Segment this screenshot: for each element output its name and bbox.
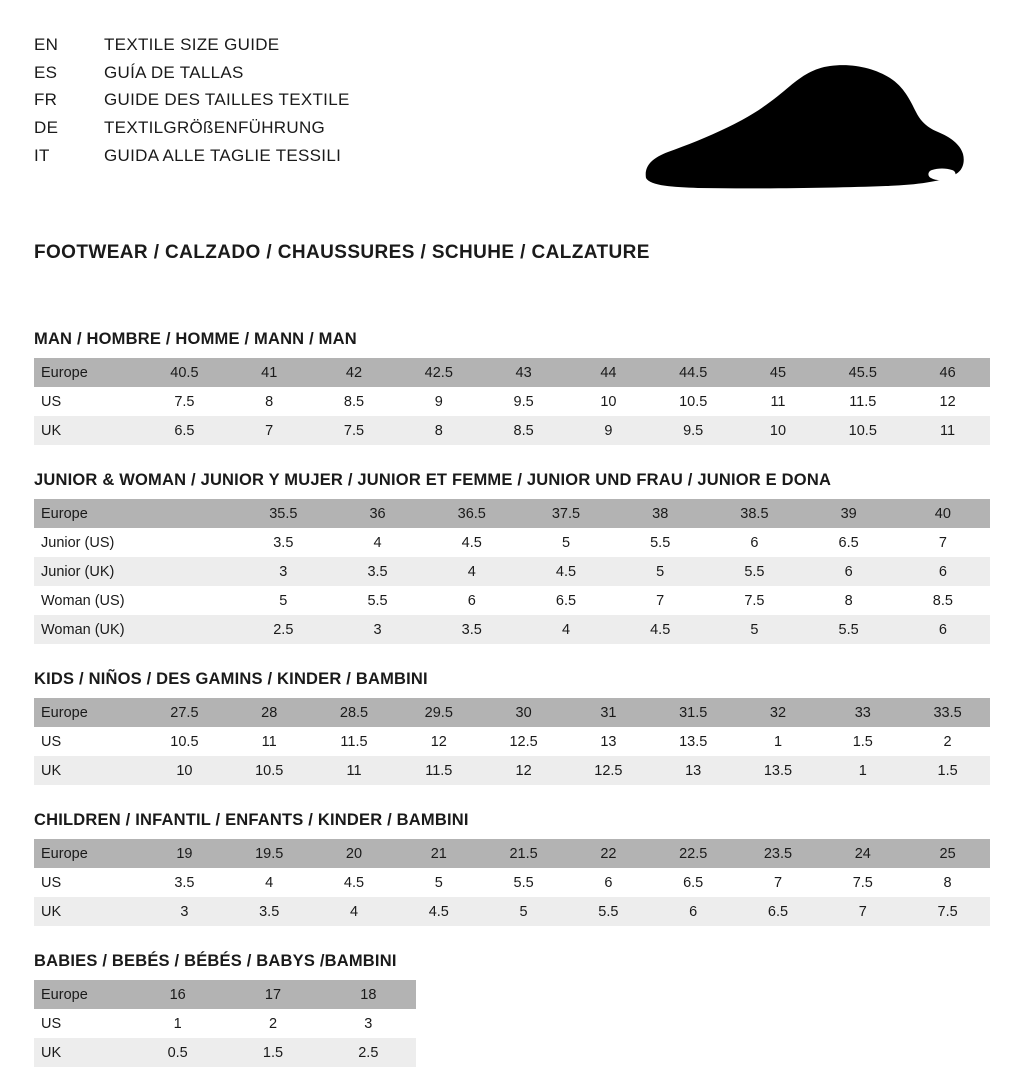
table-row (34, 698, 990, 727)
cell: 9.5 (651, 416, 736, 445)
cell: 25 (905, 839, 990, 868)
table-row (34, 557, 990, 586)
cell: 38.5 (707, 499, 801, 528)
cell: 4.5 (396, 897, 481, 926)
cell: 7.5 (820, 868, 905, 897)
section-title: CHILDREN / INFANTIL / ENFANTS / KINDER / BAMBINI (34, 811, 469, 829)
cell: 5 (519, 528, 613, 557)
table-row (34, 727, 990, 756)
cell: 10 (736, 416, 821, 445)
cell: 35.5 (236, 499, 330, 528)
cell: 38 (613, 499, 707, 528)
cell: 45 (736, 358, 821, 387)
footwear-heading: FOOTWEAR / CALZADO / CHAUSSURES / SCHUHE / CALZATURE (34, 242, 650, 263)
cell: 46 (905, 358, 990, 387)
cell: 7 (820, 897, 905, 926)
cell: 6 (651, 897, 736, 926)
table-row (34, 980, 416, 1009)
cell: 4 (227, 868, 312, 897)
row-label: Europe (34, 980, 130, 1009)
cell: 10.5 (227, 756, 312, 785)
cell: 41 (227, 358, 312, 387)
row-label: Woman (US) (34, 586, 142, 615)
cell: 8.5 (312, 387, 397, 416)
cell: 8 (227, 387, 312, 416)
row-label: US (34, 868, 142, 897)
cell: 44 (566, 358, 651, 387)
language-row (34, 116, 350, 141)
section-kids (34, 670, 990, 785)
cell: 21 (396, 839, 481, 868)
cell: 2.5 (321, 1038, 416, 1067)
section-babies (34, 952, 990, 1067)
cell: 5 (613, 557, 707, 586)
cell: 4 (330, 528, 424, 557)
cell: 5.5 (802, 615, 896, 644)
cell: 7.5 (905, 897, 990, 926)
cell: 3 (236, 557, 330, 586)
cell: 9 (396, 387, 481, 416)
cell: 6 (896, 557, 990, 586)
language-title: GUÍA DE TALLAS (104, 62, 244, 82)
cell: 8.5 (896, 586, 990, 615)
cell: 40 (896, 499, 990, 528)
cell: 6 (896, 615, 990, 644)
language-code: EN (34, 35, 59, 54)
cell: 5.5 (613, 528, 707, 557)
language-row (34, 88, 350, 113)
cell: 11.5 (820, 387, 905, 416)
cell: 32 (736, 698, 821, 727)
cell: 10.5 (142, 727, 227, 756)
cell: 44.5 (651, 358, 736, 387)
section-man (34, 330, 990, 445)
cell: 3.5 (425, 615, 519, 644)
cell: 21.5 (481, 839, 566, 868)
cell: 9 (566, 416, 651, 445)
cell: 24 (820, 839, 905, 868)
language-title: GUIDA ALLE TAGLIE TESSILI (104, 145, 342, 165)
cell: 13 (566, 727, 651, 756)
cell: 11.5 (312, 727, 397, 756)
cell: 7 (736, 868, 821, 897)
cell: 42 (312, 358, 397, 387)
cell: 13 (651, 756, 736, 785)
cell: 5.5 (707, 557, 801, 586)
cell: 36.5 (425, 499, 519, 528)
row-label: Junior (UK) (34, 557, 142, 586)
row-label: Woman (UK) (34, 615, 142, 644)
cell: 10 (142, 756, 227, 785)
cell (142, 615, 236, 644)
table-row (34, 358, 990, 387)
cell: 1.5 (225, 1038, 320, 1067)
cell: 5.5 (330, 586, 424, 615)
row-label: Europe (34, 839, 142, 868)
cell: 4.5 (312, 868, 397, 897)
cell: 22.5 (651, 839, 736, 868)
cell: 33 (820, 698, 905, 727)
cell: 2 (905, 727, 990, 756)
cell: 3 (321, 1009, 416, 1038)
cell: 12.5 (566, 756, 651, 785)
cell: 6.5 (142, 416, 227, 445)
cell: 7.5 (142, 387, 227, 416)
cell: 12.5 (481, 727, 566, 756)
cell: 1 (820, 756, 905, 785)
size-table-junior-woman (34, 499, 990, 644)
cell: 37.5 (519, 499, 613, 528)
table-row (34, 615, 990, 644)
table-row (34, 416, 990, 445)
table-row (34, 868, 990, 897)
cell: 6.5 (736, 897, 821, 926)
language-title: GUIDE DES TAILLES TEXTILE (104, 90, 350, 110)
language-row (34, 33, 350, 58)
cell: 11 (905, 416, 990, 445)
table-row (34, 1038, 416, 1067)
section-junior-woman (34, 471, 990, 644)
cell: 4.5 (613, 615, 707, 644)
dress-shoe-icon (638, 58, 968, 208)
cell (142, 557, 236, 586)
section-title: JUNIOR & WOMAN / JUNIOR Y MUJER / JUNIOR ET FEMME / JUNIOR UND FRAU / JUNIOR E DONA (34, 471, 832, 489)
cell: 5.5 (566, 897, 651, 926)
cell: 4.5 (519, 557, 613, 586)
cell: 7 (896, 528, 990, 557)
size-table-kids (34, 698, 990, 785)
cell: 13.5 (736, 756, 821, 785)
row-label: Europe (34, 499, 142, 528)
cell: 11 (312, 756, 397, 785)
cell: 13.5 (651, 727, 736, 756)
table-row (34, 499, 990, 528)
cell: 23.5 (736, 839, 821, 868)
cell: 5 (481, 897, 566, 926)
cell: 10.5 (651, 387, 736, 416)
language-code: FR (34, 90, 58, 110)
cell: 5 (396, 868, 481, 897)
cell: 1.5 (905, 756, 990, 785)
cell: 4 (425, 557, 519, 586)
cell: 10 (566, 387, 651, 416)
cell: 27.5 (142, 698, 227, 727)
cell: 19 (142, 839, 227, 868)
cell: 12 (396, 727, 481, 756)
table-row (34, 897, 990, 926)
cell: 30 (481, 698, 566, 727)
row-label: US (34, 387, 142, 416)
cell: 8 (802, 586, 896, 615)
language-title: TEXTILE SIZE GUIDE (104, 35, 280, 54)
language-row (34, 144, 350, 169)
cell: 31.5 (651, 698, 736, 727)
cell: 6 (566, 868, 651, 897)
cell: 3.5 (330, 557, 424, 586)
cell: 36 (330, 499, 424, 528)
cell: 8.5 (481, 416, 566, 445)
cell: 28.5 (312, 698, 397, 727)
section-title: BABIES / BEBÉS / BÉBÉS / BABYS /BAMBINI (34, 952, 397, 970)
cell (142, 499, 236, 528)
cell: 17 (225, 980, 320, 1009)
section-title: MAN / HOMBRE / HOMME / MANN / MAN (34, 330, 357, 348)
cell: 28 (227, 698, 312, 727)
cell: 11 (736, 387, 821, 416)
language-title: TEXTILGRÖßENFÜHRUNG (104, 117, 326, 137)
size-table-man (34, 358, 990, 445)
cell: 6.5 (651, 868, 736, 897)
table-row (34, 387, 990, 416)
cell: 29.5 (396, 698, 481, 727)
cell: 11.5 (396, 756, 481, 785)
cell: 8 (905, 868, 990, 897)
cell: 42.5 (396, 358, 481, 387)
row-label: Europe (34, 358, 142, 387)
size-table-children (34, 839, 990, 926)
cell: 20 (312, 839, 397, 868)
table-row (34, 528, 990, 557)
cell (142, 528, 236, 557)
cell: 7.5 (312, 416, 397, 445)
cell: 18 (321, 980, 416, 1009)
cell: 12 (905, 387, 990, 416)
cell: 9.5 (481, 387, 566, 416)
cell: 5 (236, 586, 330, 615)
cell: 6.5 (802, 528, 896, 557)
cell: 3.5 (227, 897, 312, 926)
cell (142, 586, 236, 615)
language-code: ES (34, 62, 58, 82)
cell: 43 (481, 358, 566, 387)
cell: 5 (707, 615, 801, 644)
language-code: IT (34, 145, 50, 165)
cell: 6 (802, 557, 896, 586)
cell: 4 (312, 897, 397, 926)
cell: 4.5 (425, 528, 519, 557)
cell: 6.5 (519, 586, 613, 615)
table-row (34, 586, 990, 615)
cell: 39 (802, 499, 896, 528)
cell: 6 (425, 586, 519, 615)
cell: 45.5 (820, 358, 905, 387)
cell: 1 (736, 727, 821, 756)
cell: 7 (613, 586, 707, 615)
cell: 19.5 (227, 839, 312, 868)
row-label: Junior (US) (34, 528, 142, 557)
row-label: Europe (34, 698, 142, 727)
language-title-list (34, 30, 350, 168)
cell: 5.5 (481, 868, 566, 897)
table-row (34, 839, 990, 868)
cell: 1.5 (820, 727, 905, 756)
section-title: KIDS / NIÑOS / DES GAMINS / KINDER / BAMBINI (34, 670, 428, 688)
cell: 8 (396, 416, 481, 445)
row-label: US (34, 1009, 130, 1038)
cell: 3 (142, 897, 227, 926)
page-header (34, 30, 990, 208)
cell: 3.5 (142, 868, 227, 897)
language-code: DE (34, 117, 59, 137)
cell: 0.5 (130, 1038, 225, 1067)
cell: 10.5 (820, 416, 905, 445)
cell: 33.5 (905, 698, 990, 727)
row-label: UK (34, 897, 142, 926)
cell: 3 (330, 615, 424, 644)
cell: 11 (227, 727, 312, 756)
cell: 12 (481, 756, 566, 785)
cell: 22 (566, 839, 651, 868)
cell: 7 (227, 416, 312, 445)
row-label: UK (34, 1038, 130, 1067)
table-row (34, 756, 990, 785)
cell: 2 (225, 1009, 320, 1038)
section-children (34, 811, 990, 926)
cell: 31 (566, 698, 651, 727)
cell: 16 (130, 980, 225, 1009)
row-label: US (34, 727, 142, 756)
cell: 3.5 (236, 528, 330, 557)
cell: 1 (130, 1009, 225, 1038)
cell: 4 (519, 615, 613, 644)
row-label: UK (34, 416, 142, 445)
cell: 7.5 (707, 586, 801, 615)
cell: 40.5 (142, 358, 227, 387)
cell: 6 (707, 528, 801, 557)
cell: 2.5 (236, 615, 330, 644)
row-label: UK (34, 756, 142, 785)
language-row (34, 61, 350, 86)
